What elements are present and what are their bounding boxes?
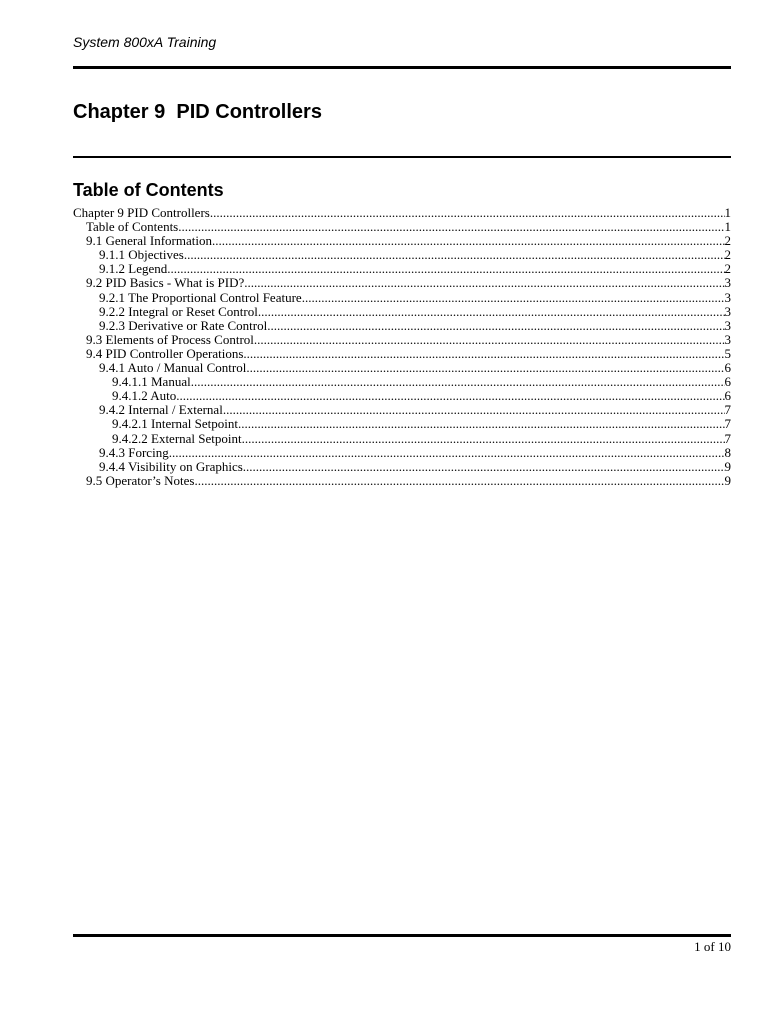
toc-entry-page: 7 [724,416,731,432]
toc-entry[interactable] [73,262,731,276]
toc-entry-page: 1 [724,219,731,235]
toc-entry-page: 7 [724,402,731,418]
toc-entry-title: 9.1 General Information [86,233,212,249]
toc-dot-leader [176,389,724,403]
toc-entry[interactable] [73,375,731,389]
toc-entry-page: 8 [724,444,731,460]
toc-entry[interactable] [73,305,731,319]
footer-rule [73,934,731,937]
toc-entry-title: 9.1.1 Objectives [99,247,184,263]
toc-entry-page: 2 [724,247,731,263]
toc-entry-page: 2 [724,233,731,249]
table-of-contents [73,206,731,488]
toc-entry[interactable] [73,446,731,460]
toc-dot-leader [258,305,725,319]
toc-entry[interactable] [73,403,731,417]
toc-entry[interactable] [73,291,731,305]
toc-entry-page: 3 [724,275,731,291]
toc-entry-page: 1 [724,205,731,220]
header-rule [73,66,731,69]
toc-entry-page: 9 [724,458,731,474]
toc-entry-title: 9.4.2 Internal / External [99,402,223,418]
toc-entry[interactable] [73,389,731,403]
toc-entry[interactable] [73,333,731,347]
toc-dot-leader [244,276,724,290]
toc-entry-title: 9.4.3 Forcing [99,444,169,460]
toc-entry[interactable] [73,432,731,446]
toc-dot-leader [223,403,725,417]
toc-entry-title: 9.3 Elements of Process Control [86,331,254,347]
toc-entry-title: 9.5 Operator’s Notes [86,472,195,488]
toc-entry-title: 9.4.4 Visibility on Graphics [99,458,243,474]
toc-dot-leader [242,432,725,446]
toc-dot-leader [167,262,724,276]
toc-entry[interactable] [73,474,731,488]
toc-entry-page: 6 [724,360,731,376]
toc-entry[interactable] [73,234,731,248]
toc-entry-page: 6 [724,374,731,390]
toc-entry-title: 9.2.2 Integral or Reset Control [99,303,258,319]
toc-entry-title: 9.2.1 The Proportional Control Feature [99,289,302,305]
toc-entry-title: 9.1.2 Legend [99,261,168,277]
toc-entry-title: 9.2.3 Derivative or Rate Control [99,317,268,333]
toc-dot-leader [246,361,724,375]
toc-entry-page: 3 [724,317,731,333]
toc-entry-title: Chapter 9 PID Controllers [73,205,210,220]
toc-dot-leader [210,206,725,220]
toc-entry-page: 3 [724,331,731,347]
toc-entry[interactable] [73,206,731,220]
toc-dot-leader [238,417,724,431]
toc-entry-title: Table of Contents [86,219,179,235]
toc-dot-leader [191,375,725,389]
toc-heading: Table of Contents [73,180,224,200]
toc-entry[interactable] [73,276,731,290]
toc-dot-leader [178,220,724,234]
toc-dot-leader [254,333,725,347]
toc-dot-leader [243,347,724,361]
toc-dot-leader [243,460,725,474]
toc-dot-leader [212,234,725,248]
toc-entry-title: 9.4.2.1 Internal Setpoint [112,416,239,432]
toc-entry-title: 9.4 PID Controller Operations [86,345,244,361]
document-page [73,0,731,1024]
toc-entry-title: 9.4.2.2 External Setpoint [112,430,242,446]
toc-entry[interactable] [73,248,731,262]
toc-entry[interactable] [73,220,731,234]
chapter-rule [73,156,731,158]
toc-entry-page: 7 [724,430,731,446]
toc-dot-leader [169,446,725,460]
toc-entry-page: 5 [724,345,731,361]
toc-dot-leader [194,474,724,488]
toc-entry-page: 6 [724,388,731,404]
toc-entry-page: 2 [724,261,731,277]
toc-dot-leader [267,319,724,333]
toc-entry[interactable] [73,361,731,375]
toc-entry[interactable] [73,319,731,333]
chapter-title: Chapter 9 PID Controllers [73,101,322,123]
toc-dot-leader [184,248,725,262]
toc-entry[interactable] [73,417,731,431]
toc-entry-page: 3 [724,289,731,305]
toc-dot-leader [302,291,725,305]
toc-entry-page: 3 [724,303,731,319]
toc-entry[interactable] [73,460,731,474]
toc-entry-title: 9.4.1.1 Manual [112,374,191,390]
toc-entry-title: 9.4.1.2 Auto [112,388,177,404]
running-header: System 800xA Training [73,34,217,50]
toc-entry-page: 9 [724,472,731,488]
toc-entry-title: 9.2 PID Basics - What is PID? [86,275,245,291]
page-number: 1 of 10 [694,939,731,954]
toc-entry-title: 9.4.1 Auto / Manual Control [99,360,247,376]
toc-entry[interactable] [73,347,731,361]
